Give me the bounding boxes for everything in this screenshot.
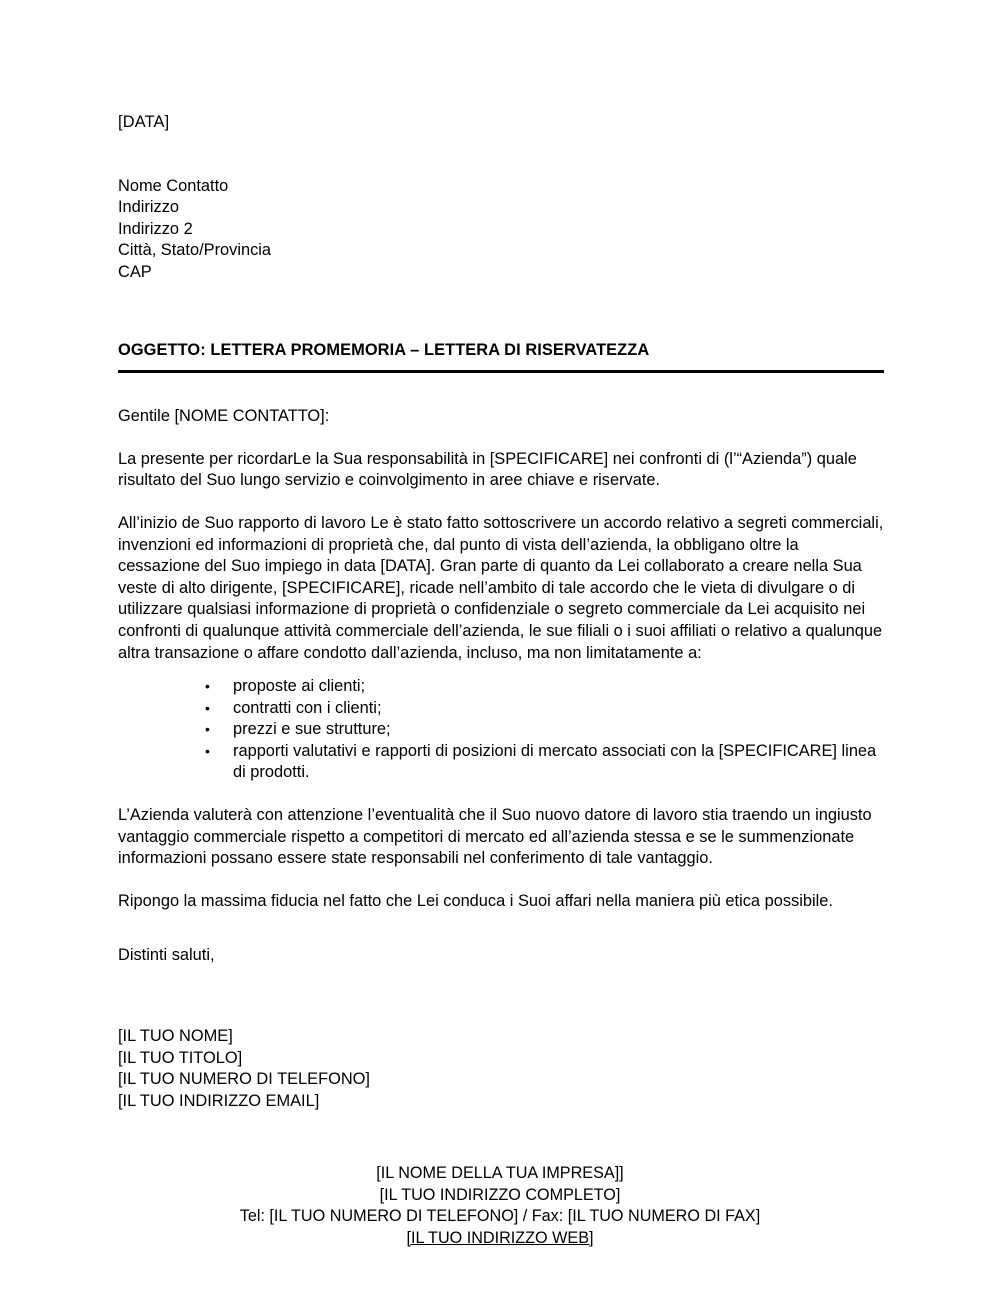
footer-website[interactable]: [IL TUO INDIRIZZO WEB] xyxy=(406,1228,594,1247)
subject-line: OGGETTO: LETTERA PROMEMORIA – LETTERA DI RISERVATEZZA xyxy=(118,340,650,359)
recipient-address-line: Indirizzo xyxy=(118,198,180,217)
footer-phone-fax: Tel: [IL TUO NUMERO DI TELEFONO] / Fax: [IL TUO NUMERO DI FAX] xyxy=(239,1207,761,1225)
paragraph-responsibility: La presente per ricordarLe la Sua responsabilità in [SPECIFICARE] nei confronti di (l’“Azienda”) quale risultato del Suo lungo servizio e coinvolgimento in aree chiave e riservate. xyxy=(118,449,857,490)
page-footer xyxy=(0,1163,1000,1249)
list-item xyxy=(118,719,884,741)
recipient-address-line: Città, Stato/Provincia xyxy=(118,241,272,260)
signature-phone: [IL TUO NUMERO DI TELEFONO] xyxy=(118,1070,370,1089)
footer-company-name: [IL NOME DELLA TUA IMPRESA]] xyxy=(376,1164,624,1182)
paragraph-agreement: All’inizio de Suo rapporto di lavoro Le è stato fatto sottoscrivere un accordo relativo a segreti commerciali, invenzioni ed informazioni di proprietà che, dal punto di vista dell’azienda, la obbligano oltre la cessazione del Suo impiego in data [DATA]. Gran parte di quanto da Lei collaborato a creare nella Sua veste di alto dirigente, [SPECIFICARE], ricade nell’ambito di tale accordo che le vieta di divulgare o di utilizzare qualsiasi informazione di proprietà o confidenziale o segreto commerciale da Lei acquisito nei confronti di qualunque attività commerciale dell’azienda, le sue filiali o i suoi affiliati o relativo a qualunque altra transazione o affare condotto dall’azienda, incluso, ma non limitatamente a: xyxy=(118,513,884,662)
date-placeholder: [DATA] xyxy=(118,113,170,131)
recipient-address-line: Nome Contatto xyxy=(118,176,229,195)
recipient-address-block xyxy=(118,176,884,284)
confidential-items-list xyxy=(118,676,884,784)
footer-address: [IL TUO INDIRIZZO COMPLETO] xyxy=(379,1185,621,1204)
signature-email: [IL TUO INDIRIZZO EMAIL] xyxy=(118,1091,320,1110)
bullet-icon: • xyxy=(205,678,210,695)
closing-salutation: Distinti saluti, xyxy=(118,946,215,965)
list-item-label: proposte ai clienti; xyxy=(233,677,366,696)
list-item xyxy=(118,676,884,698)
paragraph-trust: Ripongo la massima fiducia nel fatto che Lei conduca i Suoi affari nella maniera più etica possibile. xyxy=(118,891,833,910)
bullet-icon: • xyxy=(205,721,210,738)
signature-title: [IL TUO TITOLO] xyxy=(118,1048,243,1067)
signature-name: [IL TUO NOME] xyxy=(118,1027,233,1046)
list-item xyxy=(118,741,884,784)
list-item-label: prezzi e sue strutture; xyxy=(233,720,391,739)
letter-body xyxy=(118,112,884,1112)
paragraph-evaluation: L’Azienda valuterà con attenzione l’eventualità che il Suo nuovo datore di lavoro stia traendo un ingiusto vantaggio commerciale rispetto a competitori di mercato ed all’azienda stessa e se le summenzionate informazioni possano essere state responsabili nel conferimento di tale vantaggio. xyxy=(118,806,872,868)
signature-block xyxy=(118,1026,884,1112)
bullet-icon: • xyxy=(205,699,210,716)
bullet-icon: • xyxy=(205,742,210,759)
list-item-label: contratti con i clienti; xyxy=(233,698,382,717)
horizontal-rule xyxy=(118,370,884,373)
recipient-address-line: CAP xyxy=(118,262,152,281)
recipient-address-line: Indirizzo 2 xyxy=(118,219,193,238)
list-item xyxy=(118,698,884,720)
salutation: Gentile [NOME CONTATTO]: xyxy=(118,407,330,426)
list-item-label: rapporti valutativi e rapporti di posizioni di mercato associati con la [SPECIFICARE] linea di prodotti. xyxy=(233,741,877,782)
